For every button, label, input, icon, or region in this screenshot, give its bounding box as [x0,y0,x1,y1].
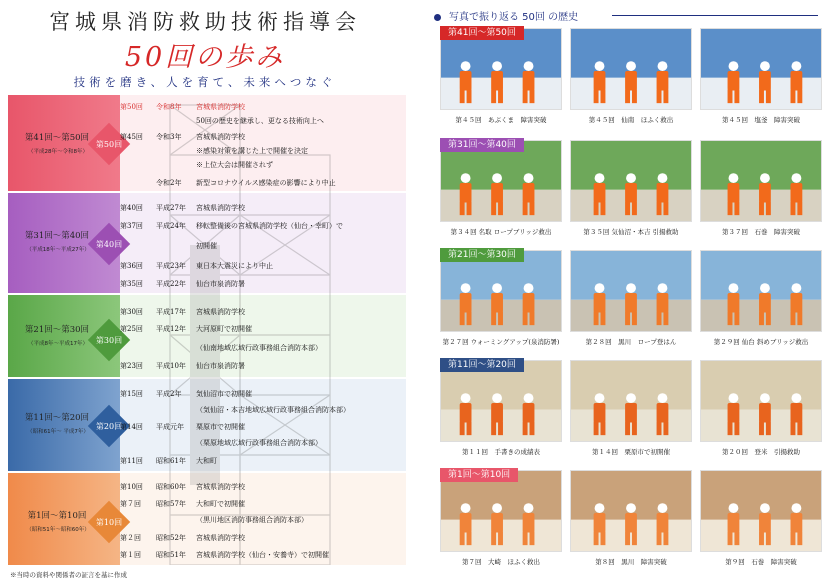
rescue-photo [440,140,562,222]
band-label: 第21回〜第30回 [24,325,90,335]
rescue-photo [570,360,692,442]
entry-event: ※上位大会は開催されず [196,161,273,169]
photo-caption: 第２７回 ウォーミングアップ(泉消防署) [442,338,560,346]
entry-event: 大和町 [196,457,217,465]
photo-section-title: 写真で振り返る 50回 の歴史 [449,12,579,23]
photo-caption: 第３７回 石巻 障害突破 [722,228,800,236]
entry-event: 宮城県消防学校 [196,308,245,316]
photo-caption: 第２９回 仙台 斜めブリッジ救出 [713,338,809,346]
photo-section-header [434,8,578,23]
entry-event: 宮城県消防学校 [196,534,245,542]
entry-year: 令和8年 [156,103,182,111]
timeline-entry [120,323,252,335]
entry-event: 大和町で初開催 [196,500,245,508]
entry-event: 大河原町で初開催 [196,325,252,333]
timeline-entry [120,421,245,433]
photo-caption: 第８回 黒川 障害突破 [595,558,667,566]
timeline-entry [120,159,273,171]
photo-caption: 第９回 石巻 障害突破 [725,558,797,566]
entry-event: 仙台市泉消防署 [196,280,245,288]
entry-num: 第10回 [120,483,143,491]
rescue-photo [440,360,562,442]
entry-year: 昭和52年 [156,534,186,542]
entry-num: 第２回 [120,534,141,542]
entry-event: 東日本大震災により中止 [196,262,273,270]
entry-event: 移転整備後の宮城県消防学校（仙台・幸町）で [196,222,343,230]
photo-caption: 第７回 大崎 ほふく救出 [462,558,540,566]
entry-num: 第45回 [120,133,143,141]
timeline-entry [120,514,308,526]
timeline-entry [120,532,245,544]
rescue-photo [570,28,692,110]
band-sub: （昭和51年〜昭和60年） [26,527,90,533]
entry-year: 昭和61年 [156,457,186,465]
left-page [0,0,410,588]
rescue-photo [440,470,562,552]
entry-event: （仙南地域広域行政事務組合消防本部） [196,344,322,352]
entry-num: 第50回 [120,103,143,111]
timeline-entry [120,101,245,113]
timeline-entry [120,455,217,467]
entry-year: 平成2年 [156,390,182,398]
photo-caption: 第４５回 仙南 ほふく救出 [588,116,674,124]
band-label: 第1回〜第10回 [27,511,87,521]
entry-event: 50回の歴史を継承し、更なる技術向上へ [196,117,324,125]
right-page [420,0,830,588]
entry-num: 第23回 [120,362,143,370]
entry-num: 第37回 [120,222,143,230]
timeline-entry [120,498,245,510]
band-label: 第41回〜第50回 [24,133,90,143]
timeline-entry [120,145,308,157]
entry-num: 第30回 [120,308,143,316]
band-sub: （平成28年〜令和8年） [28,149,88,155]
rescue-photo [570,250,692,332]
entry-event: 宮城県消防学校 [196,103,245,111]
entry-num: 第11回 [120,457,143,465]
photo-caption: 第４５回 あぶくま 障害突破 [455,116,547,124]
timeline-entry [120,481,245,493]
entry-num: 第14回 [120,423,143,431]
timeline-entry [120,342,322,354]
entry-num: 第15回 [120,390,143,398]
badge-text: 第30回 [95,336,123,345]
photo-caption: 第３４回 名取 ロープブリッジ救出 [450,228,552,236]
timeline-entry [120,260,273,272]
photo-caption: 第４５回 塩釜 障害突破 [722,116,800,124]
timeline-entry [120,240,217,252]
entry-year: 昭和57年 [156,500,186,508]
timeline-entry [120,278,245,290]
group-tag: 第11回〜第20回 [440,358,524,372]
entry-year: 令和3年 [156,133,182,141]
entry-year: 昭和51年 [156,551,186,559]
entry-year: 令和2年 [156,179,182,187]
bullet-icon [434,14,441,21]
timeline-entry [120,220,343,232]
timeline-entry [120,115,324,127]
timeline-entry [120,437,322,449]
entry-num: 第35回 [120,280,143,288]
rescue-photo [700,360,822,442]
group-tag: 第21回〜第30回 [440,248,524,262]
rescue-photo [700,140,822,222]
header-rule [612,15,818,16]
entry-num: 第７回 [120,500,141,508]
entry-num: 第36回 [120,262,143,270]
entry-event: 栗原市で初開催 [196,423,245,431]
band-sub: （昭和61年〜 平成7年） [27,429,89,435]
entry-year: 平成12年 [156,325,186,333]
photo-caption: 第１１回 手書きの成績表 [462,448,540,456]
timeline-entry [120,306,245,318]
badge-text: 第10回 [95,518,123,527]
entry-event: （気仙沼・本吉地域広域行政事務組合消防本部） [196,406,350,414]
entry-num: 第40回 [120,204,143,212]
photo-caption: 第２０回 登米 引揚救助 [722,448,800,456]
entry-num: 第１回 [120,551,141,559]
band-label: 第31回〜第40回 [24,231,90,241]
timeline-entry [120,202,245,214]
entry-event: 仙台市泉消防署 [196,362,245,370]
page-title: 宮城県消防救助技術指導会 [49,10,361,34]
slogan: 技術を磨き、人を育て、未来へつなぐ [73,75,337,89]
entry-event: 初開催 [196,242,217,250]
entry-event: （黒川地区消防事務組合消防本部） [196,516,308,524]
rescue-photo [700,250,822,332]
band-sub: （平成8年〜平成17年） [28,341,88,347]
rescue-photo [570,140,692,222]
group-tag: 第1回〜第10回 [440,468,518,482]
entry-year: 昭和60年 [156,483,186,491]
entry-num: 第25回 [120,325,143,333]
timeline-entry [120,360,245,372]
entry-year: 平成23年 [156,262,186,270]
photo-caption: 第１４回 栗原市で初開催 [592,448,670,456]
photo-caption: 第３５回 気仙沼・本吉 引揚救助 [583,228,679,236]
timeline-entry [120,177,336,189]
entry-event: 宮城県消防学校 [196,483,245,491]
entry-year: 平成10年 [156,362,186,370]
entry-event: 宮城県消防学校 [196,204,245,212]
group-tag: 第41回〜第50回 [440,26,524,40]
rescue-photo [700,28,822,110]
entry-event: （栗原地域広域行政事務組合消防本部） [196,439,322,447]
entry-event: 新型コロナウイルス感染症の影響により中止 [196,179,336,187]
entry-event: ※感染対策を講じた上で開催を決定 [196,147,308,155]
entry-year: 平成27年 [156,204,186,212]
rescue-photo [440,28,562,110]
band-label: 第11回〜第20回 [24,413,90,423]
entry-year: 平成24年 [156,222,186,230]
entry-event: 宮城県消防学校（仙台・安養寺）で初開催 [196,551,329,559]
rescue-photo [570,470,692,552]
group-tag: 第31回〜第40回 [440,138,524,152]
badge-text: 第20回 [95,422,123,431]
entry-year: 平成22年 [156,280,186,288]
timeline-entry [120,549,329,561]
rescue-photo [700,470,822,552]
footnote: ※当時の資料や関係者の証言を基に作成 [10,571,127,579]
entry-year: 平成17年 [156,308,186,316]
entry-event: 気仙沼市で初開催 [196,390,252,398]
page-subtitle: 50回の歩み [124,42,286,73]
rescue-photo [440,250,562,332]
entry-event: 宮城県消防学校 [196,133,245,141]
timeline-entry [120,388,252,400]
timeline-entry [120,131,245,143]
band-sub: （平成18年〜平成27年） [26,247,90,253]
entry-year: 平成元年 [156,423,184,431]
badge-text: 第50回 [95,140,123,149]
timeline-entry [120,404,350,416]
badge-text: 第40回 [95,240,123,249]
photo-caption: 第２８回 黒川 ロープ登はん [585,338,677,346]
